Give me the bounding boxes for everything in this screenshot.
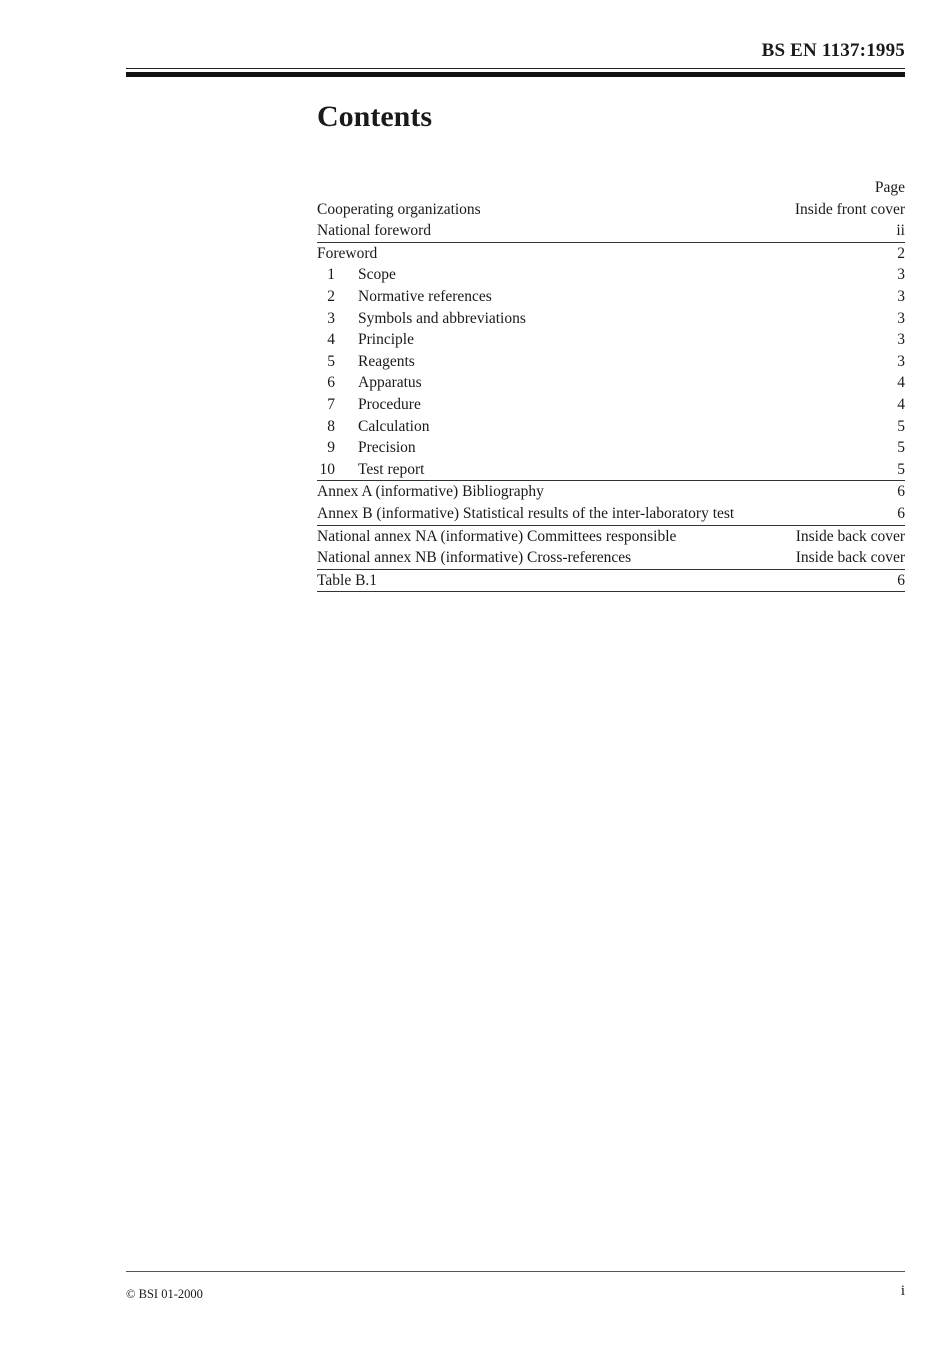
toc-entry-left: [317, 547, 631, 569]
toc-entry[interactable]: [317, 569, 905, 593]
toc-entry-left: [317, 199, 481, 221]
toc-entry-left: [317, 351, 415, 373]
toc-entry[interactable]: [317, 220, 905, 242]
toc-entry-left: [317, 503, 734, 525]
toc-entry-page: 3: [897, 331, 905, 349]
toc-entry-label: Cooperating organizations: [317, 200, 481, 218]
toc-entry-page: 3: [897, 287, 905, 305]
toc-page-heading: [317, 177, 905, 199]
copyright-notice: © BSI 01-2000: [126, 1287, 203, 1301]
toc-entry-number: 10: [319, 460, 335, 478]
toc-entry-page: 6: [897, 571, 905, 589]
toc-entry-number: 2: [327, 287, 335, 305]
toc-entry-page: Inside back cover: [795, 527, 905, 545]
toc-entry-left: [317, 243, 377, 265]
toc-entry-label: Principle: [358, 331, 414, 349]
toc-entry-page: 3: [897, 266, 905, 284]
toc-entry[interactable]: [317, 242, 905, 265]
toc-entry-label: Annex B (informative) Statistical results of the inter-laboratory test: [317, 504, 735, 522]
toc-entry-label: Annex A (informative) Bibliography: [317, 483, 544, 501]
toc-entry-page: Inside back cover: [795, 549, 905, 567]
toc-body: [317, 199, 905, 593]
page-title: Contents: [317, 100, 433, 133]
toc-entry-number: 8: [327, 417, 335, 435]
toc-entry-number: 1: [327, 266, 335, 284]
toc-entry-page: 5: [897, 460, 905, 478]
toc-entry[interactable]: [317, 503, 905, 525]
toc-entry-page: 4: [897, 395, 905, 413]
toc-entry[interactable]: [317, 264, 905, 286]
toc-entry-left: [317, 264, 396, 286]
toc-entry-page: 2: [897, 244, 905, 262]
header-rule-thick: [126, 72, 905, 77]
toc-entry-page: 6: [897, 504, 905, 522]
toc-entry-label: Foreword: [317, 244, 378, 262]
toc-entry-left: [317, 329, 414, 351]
toc-entry-label: National annex NA (informative) Committees responsible: [317, 527, 677, 545]
toc-entry-page: 5: [897, 417, 905, 435]
toc-entry-left: [317, 481, 544, 503]
toc-entry[interactable]: [317, 437, 905, 459]
toc-entry-left: [317, 394, 421, 416]
toc-entry-page: 3: [897, 352, 905, 370]
toc-entry-label: Normative references: [358, 287, 492, 305]
toc-entry[interactable]: [317, 329, 905, 351]
toc-entry[interactable]: [317, 525, 905, 548]
toc-entry-page: 5: [897, 439, 905, 457]
toc-entry[interactable]: [317, 394, 905, 416]
toc-entry-left: [317, 416, 429, 438]
toc-entry[interactable]: [317, 459, 905, 481]
toc-entry-label: National foreword: [317, 222, 432, 240]
page-number: i: [900, 1283, 905, 1299]
toc-entry-label: Precision: [358, 439, 416, 457]
toc-entry-label: Reagents: [358, 352, 415, 370]
toc-entry-page: Inside front cover: [794, 200, 905, 218]
toc-entry-page: ii: [896, 222, 905, 240]
footer-rule: [126, 1271, 905, 1272]
toc-entry-left: [317, 286, 492, 308]
toc-entry-number: 7: [327, 395, 335, 413]
standard-number: BS EN 1137:1995: [761, 40, 905, 61]
toc-entry-number: 3: [327, 309, 335, 327]
toc-entry-number: 6: [327, 374, 335, 392]
toc-entry-label: National annex NB (informative) Cross-references: [317, 549, 632, 567]
toc-entry-label: Symbols and abbreviations: [358, 309, 526, 327]
toc-entry-label: Table B.1: [317, 571, 378, 589]
toc-page-heading-label: Page: [874, 179, 905, 196]
toc-entry-page: 3: [897, 309, 905, 327]
toc-entry-left: [317, 308, 526, 330]
toc-entry-number: 4: [327, 331, 335, 349]
toc-entry-left: [317, 459, 425, 481]
toc-entry-left: [317, 437, 416, 459]
toc-entry-label: Test report: [358, 460, 425, 478]
toc-entry-label: Procedure: [358, 395, 421, 413]
toc-entry[interactable]: [317, 547, 905, 569]
toc-entry[interactable]: [317, 372, 905, 394]
toc-entry-label: Scope: [358, 266, 396, 284]
toc-entry-label: Apparatus: [358, 374, 422, 392]
table-of-contents: [317, 177, 905, 592]
header-rule-thin: [126, 68, 905, 69]
toc-entry-page: 6: [897, 483, 905, 501]
toc-entry-page: 4: [897, 374, 905, 392]
toc-entry[interactable]: [317, 351, 905, 373]
toc-entry-left: [317, 220, 431, 242]
toc-entry[interactable]: [317, 416, 905, 438]
toc-entry-left: [317, 526, 676, 548]
toc-entry-label: Calculation: [358, 417, 430, 435]
toc-entry-number: 5: [327, 352, 335, 370]
toc-entry[interactable]: [317, 480, 905, 503]
toc-entry[interactable]: [317, 286, 905, 308]
toc-entry-left: [317, 372, 422, 394]
toc-entry-number: 9: [327, 439, 335, 457]
toc-entry-left: [317, 570, 377, 592]
toc-entry[interactable]: [317, 199, 905, 221]
toc-entry[interactable]: [317, 308, 905, 330]
